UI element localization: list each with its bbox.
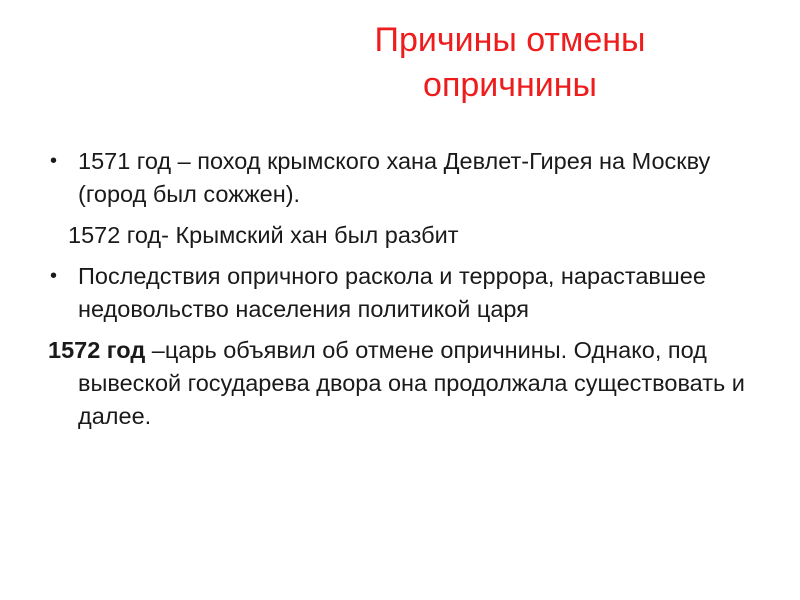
slide-title-line-1: Причины отмены: [374, 21, 646, 59]
plain-line: 1572 год- Крымский хан был разбит: [68, 222, 459, 248]
statement-bold-year: 1572 год: [48, 337, 146, 363]
bullet-text: Последствия опричного раскола и террора, нараставшее недовольство населения политикой царя: [78, 263, 706, 322]
bullet-dot-icon: •: [50, 265, 58, 287]
bullet-item: [48, 145, 768, 211]
statement-text: –царь объявил об отмене опричнины. Однако, под вывеской государева двора она продолжала существовать и далее.: [78, 337, 745, 429]
slide-body: [48, 145, 768, 433]
statement-paragraph: [48, 334, 768, 433]
bullet-item: [48, 260, 768, 326]
slide-title-line-2: опричнины: [423, 66, 597, 104]
slide-title: [300, 18, 720, 108]
bullet-dot-icon: •: [50, 150, 58, 172]
bullet-text: 1571 год – поход крымского хана Девлет-Гирея на Москву (город был сожжен).: [78, 148, 711, 207]
